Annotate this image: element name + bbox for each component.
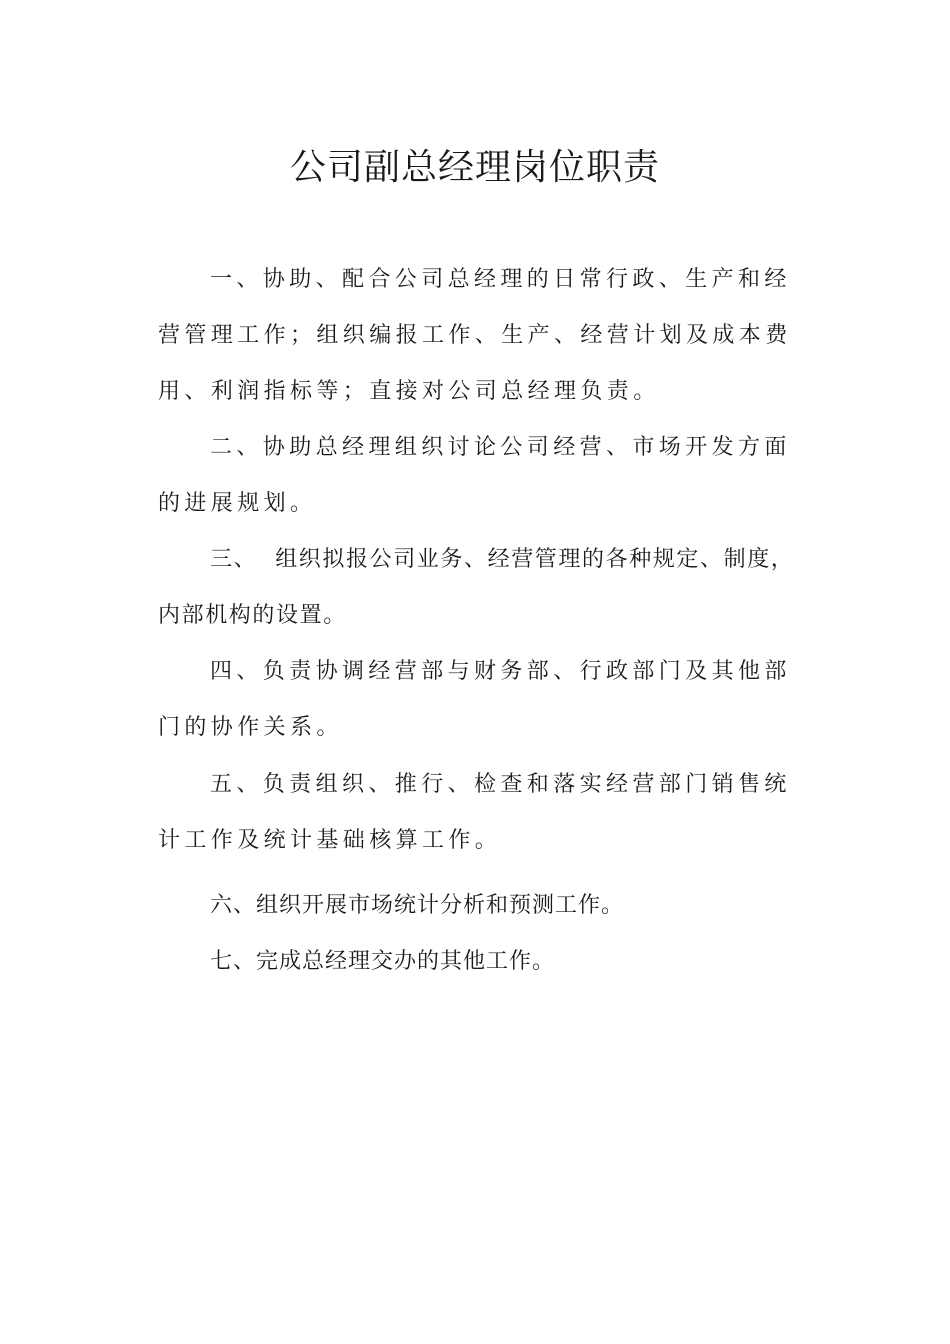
duty-item-7: 七、完成总经理交办的其他工作。 (210, 949, 556, 974)
duty-item-5: 五、负责组织、推行、检查和落实经营部门销售统计工作及统计基础核算工作。 (158, 772, 791, 853)
duty-item-3-text: 组织拟报公司业务、经营管理的各种规定、制度，内部机构的设置。 (158, 547, 795, 628)
duty-item-1: 一、协助、配合公司总经理的日常行政、生产和经营管理工作；组织编报工作、生产、经营计划及成本费用、利润指标等；直接对公司总经理负责。 (158, 267, 792, 404)
duty-item-3 (158, 532, 806, 644)
duty-item-4: 四、负责协调经营部与财务部、行政部门及其他部门的协作关系。 (158, 659, 791, 740)
duty-item-6: 六、组织开展市场统计分析和预测工作。 (210, 893, 625, 918)
duty-item-2: 二、协助总经理组织讨论公司经营、市场开发方面的进展规划。 (158, 435, 791, 516)
duty-item-3-number: 三、 (210, 547, 258, 572)
document-title: 公司副总经理岗位职责 (289, 147, 660, 188)
